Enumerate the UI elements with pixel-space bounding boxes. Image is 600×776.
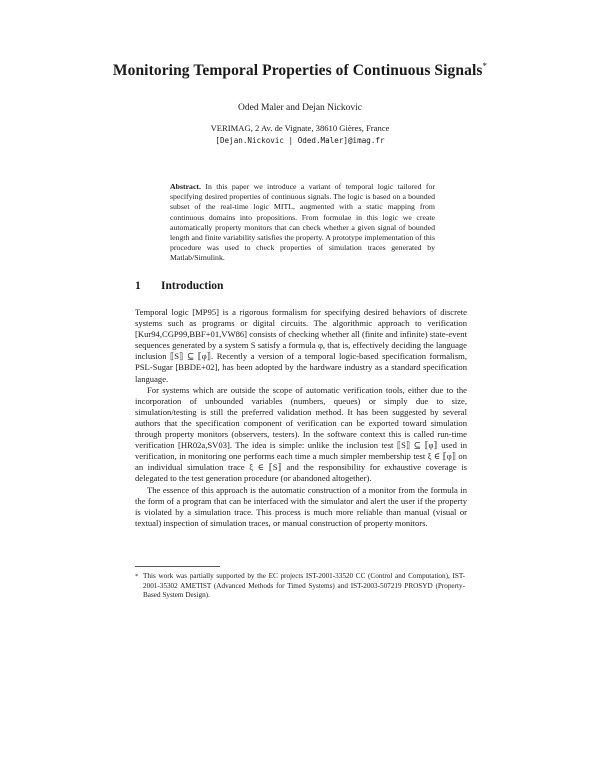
abstract — [170, 182, 435, 264]
footnote-mark: * — [135, 573, 139, 580]
author-list: Oded Maler and Dejan Nickovic — [238, 103, 362, 113]
paper-title — [0, 62, 600, 80]
affiliation-block — [0, 123, 600, 146]
title-footnote-mark: * — [482, 60, 488, 71]
abstract-text: In this paper we introduce a variant of temporal logic tailored for specifying desired properties of continuous signals. The logic is based on a bounded subset of the real-time logic MITL, augmented with a static mapping from continuous domains into propositions. From formulae in this logic we create automatically property monitors that can check whether a given signal of bounded length and finite variability satisfies the property. A prototype implementation of this procedure was used to check properties of simulation traces generated by Matlab/Simulink. — [170, 182, 435, 263]
paper-title-text: Monitoring Temporal Properties of Continuous Signals — [112, 62, 483, 79]
affiliation-address: VERIMAG, 2 Av. de Vignate, 38610 Gières, France — [210, 123, 390, 133]
footnote-text: This work was partially supported by the EC projects IST-2001-33520 CC (Control and Computation), IST-2001-35302 AMETIST (Advanced Methods for Timed Systems) and IST-2003-507219 PROSYD (Property-Based System Design). — [143, 572, 465, 600]
footnote — [135, 572, 467, 601]
author-emails: [Dejan.Nickovic | Oded.Maler]@imag.fr — [215, 135, 385, 145]
footnote-divider — [135, 566, 220, 567]
section-title: Introduction — [161, 280, 224, 292]
abstract-label: Abstract. — [170, 182, 201, 191]
body-paragraph: Temporal logic [MP95] is a rigorous formalism for specifying desired behaviors of discrete systems such as programs or digital circuits. The algorithmic approach to verification [Kur94,CGP99,BBF+01,VW86] consists of checking whether all (finite and infinite) state-event sequences generated by a system S satisfy a formula φ, that is, effectively deciding the language inclusion ⟦S⟧ ⊆ ⟦φ⟧. Recently a version of a temporal logic-based specification formalism, PSL-Sugar [BBDE+02], has been adopted by the hardware industry as a standard specification language. — [135, 307, 467, 384]
section-body — [135, 307, 467, 529]
body-paragraph: The essence of this approach is the automatic construction of a monitor from the formula in the form of a program that can be interfaced with the simulator and alert the user if the property is violated by a simulation trace. This process is much more reliable than manual (visual or textual) inspection of simulation traces, or manual construction of property monitors. — [135, 484, 467, 528]
body-paragraph: For systems which are outside the scope of automatic verification tools, either due to the incorporation of unbounded variables (numbers, queues) or simply due to size, simulation/testing is still the preferred validation method. It has been suggested by several authors that the specification component of verification can be exported toward simulation through property monitors (observers, testers). In the software context this is called run-time verification [HR02a,SV03]. The idea is simple: unlike the inclusion test ⟦S⟧ ⊆ ⟦φ⟧ used in verification, in monitoring one performs each time a much simpler membership test ξ ∈ ⟦φ⟧ on an individual simulation trace ξ ∈ ⟦S⟧ and the responsibility for exhaustive coverage is delegated to the test generation procedure (or abandoned altogether). — [135, 384, 467, 484]
section-heading — [135, 280, 223, 292]
section-number: 1 — [135, 280, 141, 292]
